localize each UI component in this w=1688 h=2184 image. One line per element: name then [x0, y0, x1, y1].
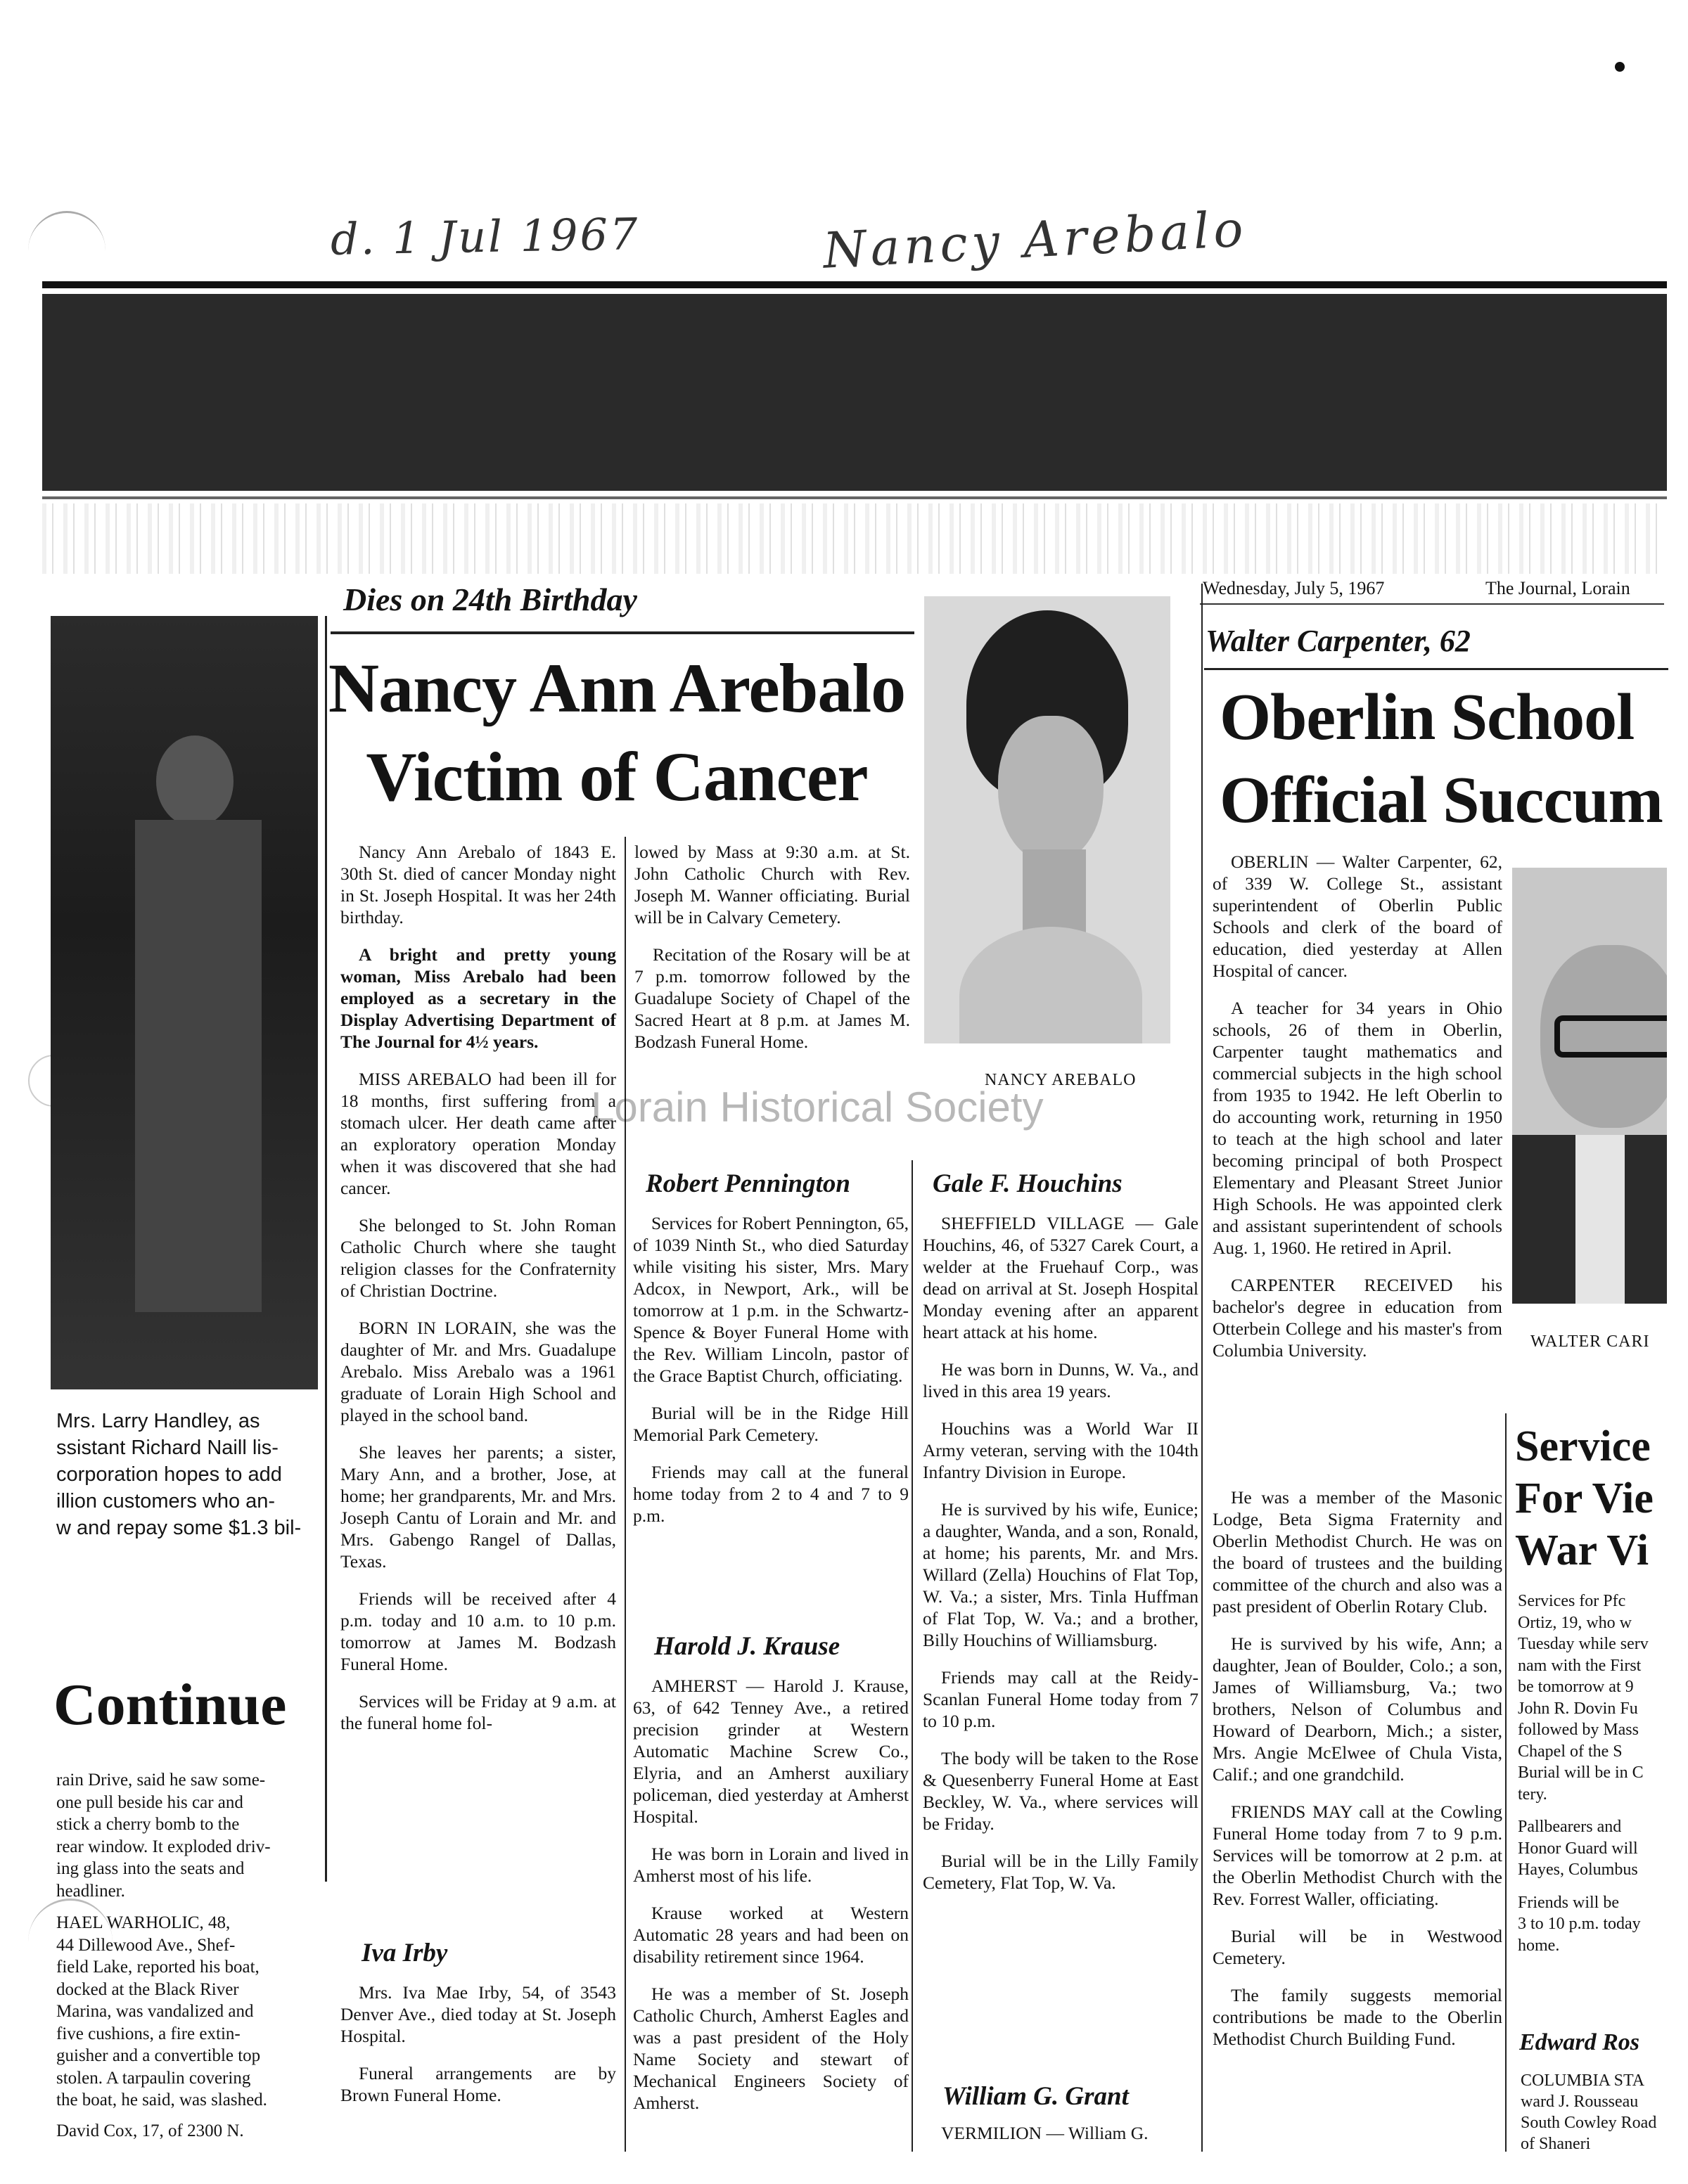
service-line: tery. — [1518, 1785, 1547, 1804]
carpenter-kicker: Walter Carpenter, 62 — [1206, 624, 1471, 658]
left-caption — [56, 1408, 324, 1541]
obit-col-divider-2 — [1201, 584, 1203, 2152]
main-story-col1 — [340, 841, 616, 1749]
left-photo — [51, 616, 318, 1389]
band-bottom-rule — [42, 496, 1667, 499]
service-line: followed by Mass — [1518, 1721, 1639, 1739]
irby-heading: Iva Irby — [362, 1939, 448, 1967]
left-body-line: stick a cherry bomb to the — [56, 1815, 240, 1834]
left-body-line: HAEL WARHOLIC, 48, — [56, 1913, 231, 1932]
watermark: Lorain Historical Society — [591, 1084, 1044, 1131]
main-headline-line2: Victim of Cancer — [366, 738, 868, 816]
service-line: be tomorrow at 9 — [1518, 1678, 1634, 1696]
carpenter-paragraph: CARPENTER RECEIVED his bachelor's degree in education from Otterbein College and his master's from Columbia University. — [1213, 1275, 1502, 1361]
left-body-line: guisher and a convertible top — [56, 2046, 261, 2065]
edward-body — [1521, 2070, 1665, 2154]
main-col-divider — [625, 837, 626, 2152]
carpenter-paragraph: FRIENDS MAY call at the Cowling Funeral Home today from 7 to 9 p.m. Services will be tomorrow at 2 p.m. at the Oberlin Methodist Church with the Rev. Forrest Waller, officiating. — [1213, 1801, 1502, 1909]
carpenter-paragraph: OBERLIN — Walter Carpenter, 62, of 339 W. College St., assistant superintendent of Oberlin Public Schools and clerk of the board of education, died yesterday at Allen Hospital of cancer. — [1213, 852, 1502, 981]
main-paragraph: Recitation of the Rosary will be at 7 p.m. tomorrow followed by the Guadalupe Society of Chapel of the Sacred Heart at 8 p.m. at James M. Bodzash Funeral Home. — [634, 944, 910, 1052]
service-headline-line: War Vi — [1515, 1527, 1649, 1574]
service-line: Honor Guard will — [1518, 1839, 1638, 1858]
carpenter-headline-line2: Official Succum — [1220, 764, 1663, 837]
service-line: Hayes, Columbus — [1518, 1861, 1638, 1879]
edward-line: of Shaneri — [1521, 2135, 1591, 2153]
walter-carpenter-photo — [1512, 868, 1667, 1304]
handwritten-name-note: Nancy Arebalo — [821, 200, 1249, 280]
houchins-paragraph: The body will be taken to the Rose & Quesenberry Funeral Home at East Beckley, W. Va., where services will be Friday. — [923, 1748, 1198, 1834]
krause-heading: Harold J. Krause — [654, 1632, 840, 1661]
main-kicker: Dies on 24th Birthday — [343, 582, 637, 617]
carpenter-paragraph: He is survived by his wife, Ann; a daughter, Jean of Boulder, Colo.; a son, James of Williamsburg, Va.; two brothers, Nelson of Columbus and Howard of Dearborn, Mich.; a sister, Mrs. Angie McElwee of Chula Vista, Calif.; and one grandchild. — [1213, 1633, 1502, 1785]
left-caption-line: ssistant Richard Naill lis- — [56, 1437, 279, 1459]
main-headline-line1: Nancy Ann Arebalo — [328, 649, 906, 727]
carpenter-headline-line1: Oberlin School — [1220, 681, 1635, 754]
left-body-line: headliner. — [56, 1881, 125, 1901]
main-paragraph: MISS AREBALO had been ill for 18 months, first suffering from a stomach ulcer. Her death came after an exploratory operation Monday when it was discovered that she had cancer. — [340, 1069, 616, 1198]
carpenter-body-top — [1213, 851, 1502, 1377]
houchins-body — [923, 1212, 1198, 1909]
carpenter-body-bottom — [1213, 1486, 1502, 2065]
carpenter-paragraph: The family suggests memorial contributions be made to the Oberlin Methodist Church Building Fund. — [1213, 1985, 1502, 2049]
right-col-divider — [1505, 1413, 1507, 2152]
photocopy-noise-strip — [42, 503, 1667, 574]
service-line: 3 to 10 p.m. today — [1518, 1915, 1641, 1933]
punch-hole-top — [28, 211, 106, 290]
speck — [1615, 62, 1625, 72]
grant-heading: William G. Grant — [942, 2082, 1129, 2111]
carpenter-paragraph: He was a member of the Masonic Lodge, Beta Sigma Fraternity and Oberlin Methodist Church. He was on the board of trustees and the building committee of the church and also was a past president of Oberlin Rotary Club. — [1213, 1487, 1502, 1617]
handwritten-date-note: d. 1 Jul 1967 — [330, 208, 640, 265]
houchins-paragraph: Friends may call at the Reidy-Scanlan Funeral Home today from 7 to 10 p.m. — [923, 1667, 1198, 1731]
krause-paragraph: He was a member of St. Joseph Catholic Church, Amherst Eagles and was a past president of the Holy Name Society and stewart of Mechanical Engineers Society of Amherst. — [633, 1984, 909, 2113]
service-body — [1518, 1591, 1665, 1956]
left-body-line: rain Drive, said he saw some- — [56, 1771, 266, 1790]
irby-body — [340, 1981, 616, 2121]
service-headline-line: For Vie — [1515, 1475, 1654, 1522]
edward-heading: Edward Ros — [1519, 2029, 1639, 2055]
main-paragraph: Services will be Friday at 9 a.m. at the funeral home fol- — [340, 1691, 616, 1733]
edward-line: COLUMBIA STA — [1521, 2071, 1645, 2090]
edward-line: South Cowley Road — [1521, 2114, 1657, 2132]
left-caption-line: corporation hopes to add — [56, 1463, 282, 1486]
main-paragraph: She leaves her parents; a sister, Mary Ann, and a brother, Jose, at home; her grandparents, Mr. and Mrs. Joseph Cantu of Lorain and Mr. and Mrs. Gabengo Rangel of Dallas, Texas. — [340, 1442, 616, 1572]
main-paragraph: Friends will be received after 4 p.m. today and 10 a.m. to 10 p.m. tomorrow at James M. Bodzash Funeral Home. — [340, 1588, 616, 1674]
grant-paragraph: VERMILION — William G. — [941, 2123, 1149, 2143]
houchins-heading: Gale F. Houchins — [933, 1169, 1123, 1198]
krause-paragraph: He was born in Lorain and lived in Amherst most of his life. — [633, 1844, 909, 1886]
edward-line: ward J. Rousseau — [1521, 2093, 1639, 2111]
grant-body — [923, 2122, 1198, 2159]
left-body-line: the boat, he said, was slashed. — [56, 2090, 267, 2109]
service-line: Pallbearers and — [1518, 1818, 1622, 1836]
left-caption-line: Mrs. Larry Handley, as — [56, 1410, 260, 1432]
service-headline — [1515, 1420, 1665, 1576]
dark-photocopy-band — [42, 294, 1667, 491]
carpenter-paragraph: Burial will be in Westwood Cemetery. — [1213, 1926, 1502, 1968]
krause-paragraph: AMHERST — Harold J. Krause, 63, of 642 Tenney Ave., a retired precision grinder at Western Automatic Machine Screw Co., Elyria, and an Amherst auxiliary policeman, died yesterday at Amherst Hospital. — [633, 1676, 909, 1827]
masthead-rule — [1200, 603, 1664, 605]
main-story-col2 — [634, 841, 910, 1068]
walter-photo-glasses — [1554, 1015, 1667, 1058]
left-body-line: field Lake, reported his boat, — [56, 1958, 260, 1977]
left-body-line: docked at the Black River — [56, 1979, 239, 1999]
photo-face — [998, 716, 1104, 863]
krause-paragraph: Krause worked at Western Automatic 28 years and had been on disability retirement since 1964. — [633, 1903, 909, 1967]
carpenter-kicker-rule — [1204, 668, 1668, 670]
nancy-photo-caption: NANCY AREBALO — [985, 1071, 1137, 1089]
main-paragraph: A bright and pretty young woman, Miss Arebalo had been employed as a secretary in the Display Advertising Department of The Journal for 4½ years. — [340, 944, 616, 1052]
pennington-body — [633, 1212, 909, 1542]
pennington-paragraph: Friends may call at the funeral home today from 2 to 4 and 7 to 9 p.m. — [633, 1462, 909, 1526]
service-line: John R. Dovin Fu — [1518, 1699, 1638, 1718]
irby-paragraph: Funeral arrangements are by Brown Funeral Home. — [340, 2063, 616, 2105]
pennington-heading: Robert Pennington — [646, 1169, 850, 1198]
main-kicker-rule — [331, 631, 914, 634]
left-body — [56, 1769, 324, 2142]
left-body-line: five cushions, a fire extin- — [56, 2024, 241, 2043]
houchins-paragraph: Houchins was a World War II Army veteran, serving with the 104th Infantry Division in Europe. — [923, 1418, 1198, 1482]
walter-photo-caption: WALTER CARI — [1530, 1332, 1650, 1351]
service-line: Burial will be in C — [1518, 1764, 1644, 1782]
service-line: Friends will be — [1518, 1893, 1619, 1912]
houchins-paragraph: He is survived by his wife, Eunice; a daughter, Wanda, and a son, Ronald, at home; his parents, Mr. and Mrs. Willard (Zella) Houchins of Flat Top, W. Va.; a sister, Mrs. Tinla Huffman of Flat Top, W. Va.; and a brother, Billy Houchins of Williamsburg. — [923, 1499, 1198, 1650]
service-line: nam with the First — [1518, 1656, 1642, 1675]
masthead-paper: The Journal, Lorain — [1485, 578, 1630, 598]
left-photo-figure — [156, 736, 234, 827]
left-body-line: David Cox, 17, of 2300 N. — [56, 2121, 244, 2140]
houchins-paragraph: SHEFFIELD VILLAGE — Gale Houchins, 46, of 5327 Carek Court, a welder at the Fruehauf Corp., was dead on arrival at St. Joseph Hospital Monday evening after an apparent heart attack at his home. — [923, 1213, 1198, 1342]
service-line: Tuesday while serv — [1518, 1635, 1649, 1653]
photo-shoulder — [959, 927, 1142, 1043]
walter-photo-shirt — [1575, 1135, 1625, 1304]
carpenter-paragraph: A teacher for 34 years in Ohio schools, 26 of them in Oberlin, Carpenter taught mathematics and commercial subjects in the high school from 1935 to 1942. He left Oberlin to do accounting work, returning in 1950 to teach at the high school and later becoming principal of both Prospect Elementary and Pleasant Street Junior High Schools. He was appointed clerk and assistant superintendent of schools Aug. 1, 1960. He retired in April. — [1213, 998, 1502, 1258]
masthead-date: Wednesday, July 5, 1967 — [1203, 578, 1385, 598]
left-caption-line: w and repay some $1.3 bil- — [56, 1517, 302, 1539]
service-line: Services for Pfc — [1518, 1592, 1626, 1610]
main-paragraph: BORN IN LORAIN, she was the daughter of Mr. and Mrs. Guadalupe Arebalo. Miss Arebalo was a 1961 graduate of Lorain High School and played in the school band. — [340, 1318, 616, 1425]
service-line: home. — [1518, 1936, 1560, 1955]
main-paragraph: lowed by Mass at 9:30 a.m. at St. John Catholic Church with Rev. Joseph M. Wanner officiating. Burial will be in Calvary Cemetery. — [634, 842, 910, 927]
left-body-line: one pull beside his car and — [56, 1792, 243, 1812]
krause-body — [633, 1675, 909, 2129]
pennington-paragraph: Services for Robert Pennington, 65, of 1039 Ninth St., who died Saturday while visiting his sister, Mrs. Mary Adcox, in Newport, Ark., will be tomorrow at 1 p.m. in the Schwartz-Spence & Boyer Funeral Home with the Rev. William Lincoln, pastor of the Grace Baptist Church, officiating. — [633, 1213, 909, 1386]
left-caption-line: illion customers who an- — [56, 1490, 276, 1512]
top-rule — [42, 281, 1667, 288]
main-paragraph: Nancy Ann Arebalo of 1843 E. 30th St. died of cancer Monday night in St. Joseph Hospital. It was her 24th birthday. — [340, 842, 616, 927]
pennington-paragraph: Burial will be in the Ridge Hill Memorial Park Cemetery. — [633, 1403, 909, 1445]
main-paragraph: She belonged to St. John Roman Catholic Church where she taught religion classes for the Confraternity of Christian Doctrine. — [340, 1215, 616, 1301]
nancy-arebalo-photo — [924, 596, 1170, 1043]
service-headline-line: Service — [1515, 1422, 1651, 1470]
left-photo-figure-body — [135, 820, 262, 1312]
obit-col-divider-1 — [912, 1160, 913, 2152]
service-line: Chapel of the S — [1518, 1742, 1623, 1761]
left-body-line: 44 Dillewood Ave., Shef- — [56, 1935, 236, 1955]
left-headline: Continue — [53, 1672, 287, 1737]
left-body-line: rear window. It exploded driv- — [56, 1837, 271, 1856]
houchins-paragraph: Burial will be in the Lilly Family Cemetery, Flat Top, W. Va. — [923, 1851, 1198, 1893]
left-body-line: stolen. A tarpaulin covering — [56, 2068, 251, 2088]
houchins-paragraph: He was born in Dunns, W. Va., and lived in this area 19 years. — [923, 1359, 1198, 1401]
service-line: Ortiz, 19, who w — [1518, 1613, 1632, 1632]
left-body-line: Marina, was vandalized and — [56, 2002, 254, 2021]
irby-paragraph: Mrs. Iva Mae Irby, 54, of 3543 Denver Ave., died today at St. Joseph Hospital. — [340, 1982, 616, 2046]
left-body-line: ing glass into the seats and — [56, 1859, 245, 1878]
